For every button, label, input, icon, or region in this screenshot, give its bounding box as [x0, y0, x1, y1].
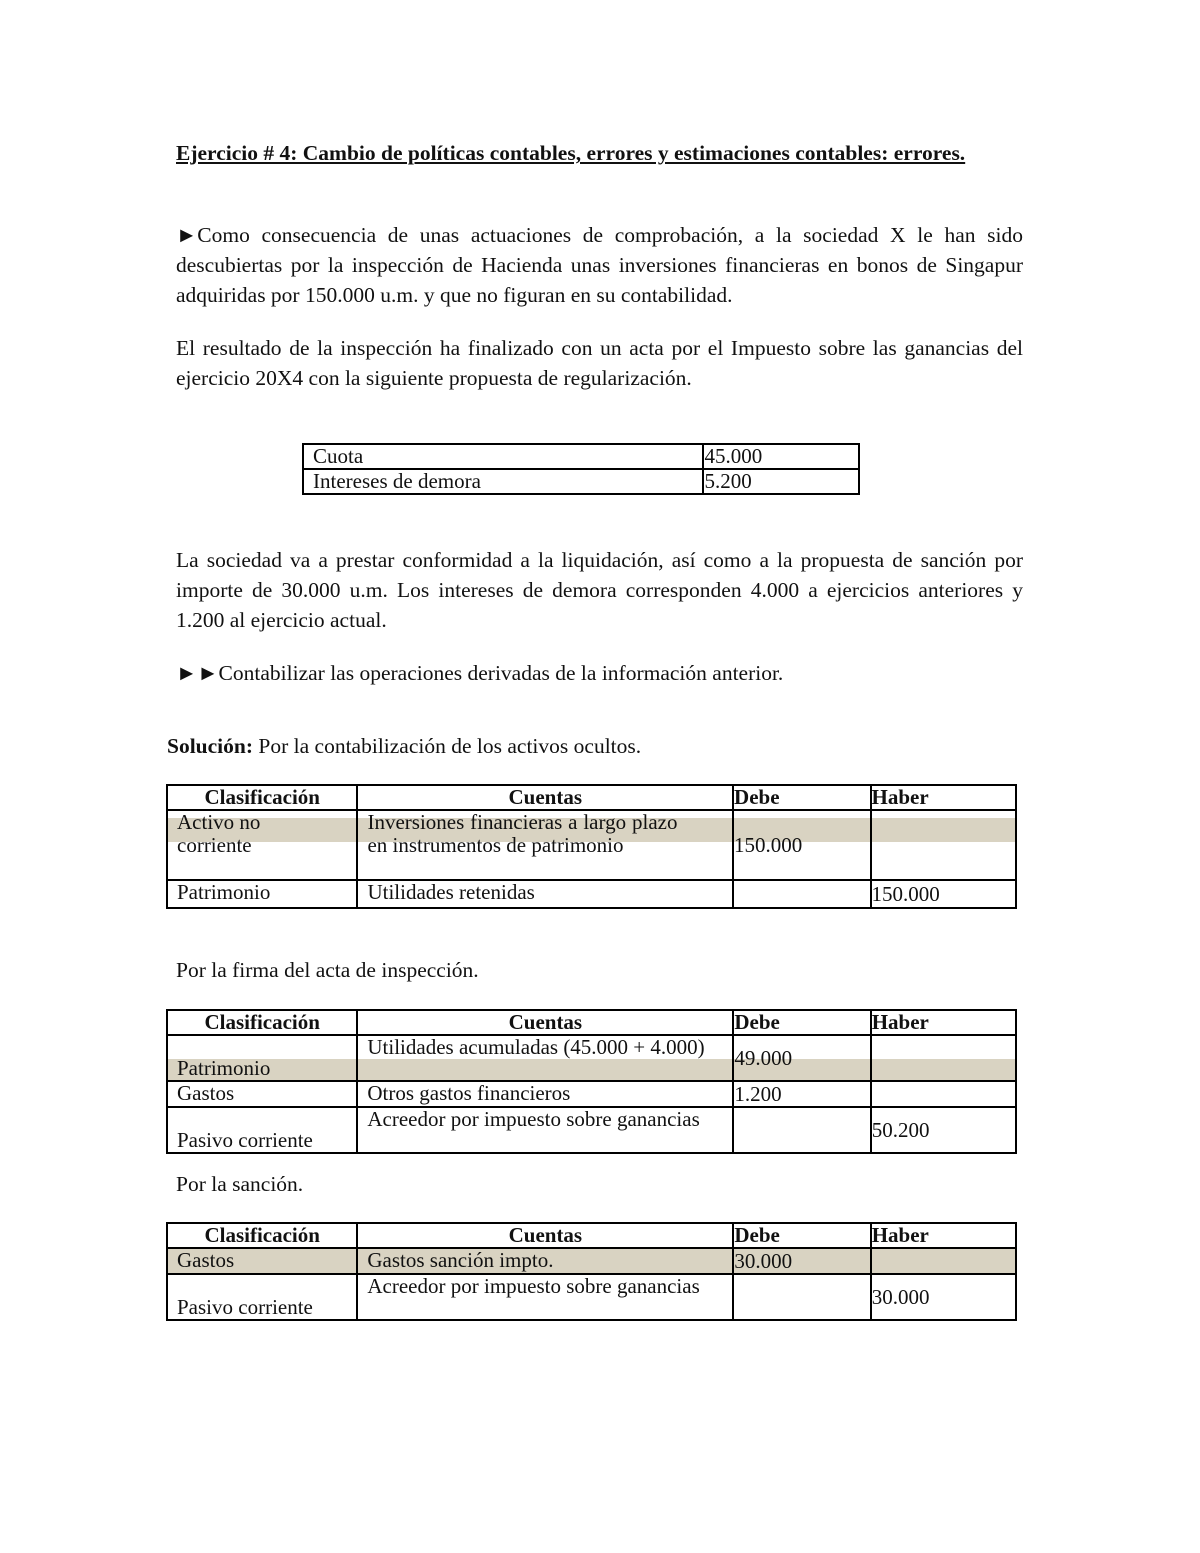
account-text: Acreedor por impuesto sobre ganancias — [367, 1274, 700, 1298]
regularization-concept: Cuota — [303, 444, 703, 469]
cell-classification: Pasivo corriente — [167, 1274, 357, 1320]
paragraph-conformity: La sociedad va a prestar conformidad a la liquidación, así como a la propuesta de sanción por importe de 30.000 u.m. Los intereses de demora corresponden 4.000 a ejercicios anteriores y 1.200 al ejercicio actual. — [176, 548, 1023, 632]
cell-debit: 49.000 — [733, 1035, 870, 1081]
paragraph-task: ►►Contabilizar las operaciones derivadas de la información anterior. — [176, 661, 784, 685]
cell-classification: Patrimonio — [167, 1035, 357, 1081]
cell-credit: 150.000 — [871, 880, 1016, 908]
header-classification: Clasificación — [167, 1010, 357, 1035]
header-debit: Debe — [733, 785, 870, 810]
header-classification: Clasificación — [167, 785, 357, 810]
regularization-table — [302, 443, 860, 495]
cell-account: Gastos sanción impto. — [357, 1248, 733, 1274]
header-credit: Haber — [871, 785, 1016, 810]
cell-classification: Gastos — [167, 1248, 357, 1274]
cell-debit: 1.200 — [733, 1081, 870, 1107]
regularization-amount: 45.000 — [703, 444, 859, 469]
exercise-title: Ejercicio # 4: Cambio de políticas contables, errores y estimaciones contables: errores. — [176, 141, 966, 165]
cell-debit — [733, 1274, 870, 1320]
table-header-row — [167, 1010, 1016, 1035]
journal-entry-inspection — [166, 1009, 1017, 1154]
cell-classification — [167, 810, 357, 880]
cell-account — [357, 1035, 733, 1081]
table-row — [167, 1274, 1016, 1320]
cell-account — [357, 1274, 733, 1320]
cell-credit: 30.000 — [871, 1274, 1016, 1320]
cell-credit — [871, 1248, 1016, 1274]
cell-debit: 150.000 — [733, 810, 870, 880]
table-row — [167, 1081, 1016, 1107]
account-text: Inversiones financieras a largo plazo en instrumentos de patrimonio — [367, 810, 678, 857]
cell-account — [357, 810, 733, 880]
classification-text: Activo no corriente — [177, 810, 261, 857]
cell-account: Utilidades retenidas — [357, 880, 733, 908]
cell-classification: Patrimonio — [167, 880, 357, 908]
regularization-concept: Intereses de demora — [303, 469, 703, 494]
paragraph-statement: ►Como consecuencia de unas actuaciones de comprobación, a la sociedad X le han sido descubiertas por la inspección de Hacienda unas inversiones financieras en bonos de Singapur adquiridas por 150.000 u.m. y que no figuran en su contabilidad. — [176, 223, 1023, 307]
table-header-row — [167, 785, 1016, 810]
cell-credit: 50.200 — [871, 1107, 1016, 1153]
header-credit: Haber — [871, 1223, 1016, 1248]
table-row — [167, 1035, 1016, 1081]
header-debit: Debe — [733, 1010, 870, 1035]
caption-sanction: Por la sanción. — [176, 1172, 304, 1196]
cell-debit — [733, 880, 870, 908]
cell-account — [357, 1107, 733, 1153]
caption-inspection-signature: Por la firma del acta de inspección. — [176, 958, 479, 982]
table-header-row — [167, 1223, 1016, 1248]
paragraph-inspection-result: El resultado de la inspección ha finalizado con un acta por el Impuesto sobre las ganancias del ejercicio 20X4 con la siguiente propuesta de regularización. — [176, 336, 1023, 390]
cell-debit — [733, 1107, 870, 1153]
cell-credit — [871, 1081, 1016, 1107]
table-row — [167, 1107, 1016, 1153]
header-debit: Debe — [733, 1223, 870, 1248]
header-classification: Clasificación — [167, 1223, 357, 1248]
table-row — [167, 880, 1016, 908]
header-accounts: Cuentas — [357, 1223, 733, 1248]
solution-heading — [167, 734, 641, 759]
cell-account: Otros gastos financieros — [357, 1081, 733, 1107]
account-text: Acreedor por impuesto sobre ganancias — [367, 1107, 700, 1131]
journal-entry-sanction — [166, 1222, 1017, 1321]
table-row — [303, 444, 859, 469]
cell-credit — [871, 810, 1016, 880]
solution-label: Solución: — [167, 734, 254, 758]
account-text: Utilidades acumuladas (45.000 + 4.000) — [367, 1035, 705, 1059]
cell-classification: Pasivo corriente — [167, 1107, 357, 1153]
table-row — [303, 469, 859, 494]
table-row — [167, 810, 1016, 880]
cell-classification: Gastos — [167, 1081, 357, 1107]
table-row — [167, 1248, 1016, 1274]
cell-debit: 30.000 — [733, 1248, 870, 1274]
cell-credit — [871, 1035, 1016, 1081]
regularization-amount: 5.200 — [703, 469, 859, 494]
journal-entry-hidden-assets — [166, 784, 1017, 909]
solution-text: Por la contabilización de los activos ocultos. — [253, 734, 642, 758]
header-accounts: Cuentas — [357, 785, 733, 810]
header-accounts: Cuentas — [357, 1010, 733, 1035]
header-credit: Haber — [871, 1010, 1016, 1035]
